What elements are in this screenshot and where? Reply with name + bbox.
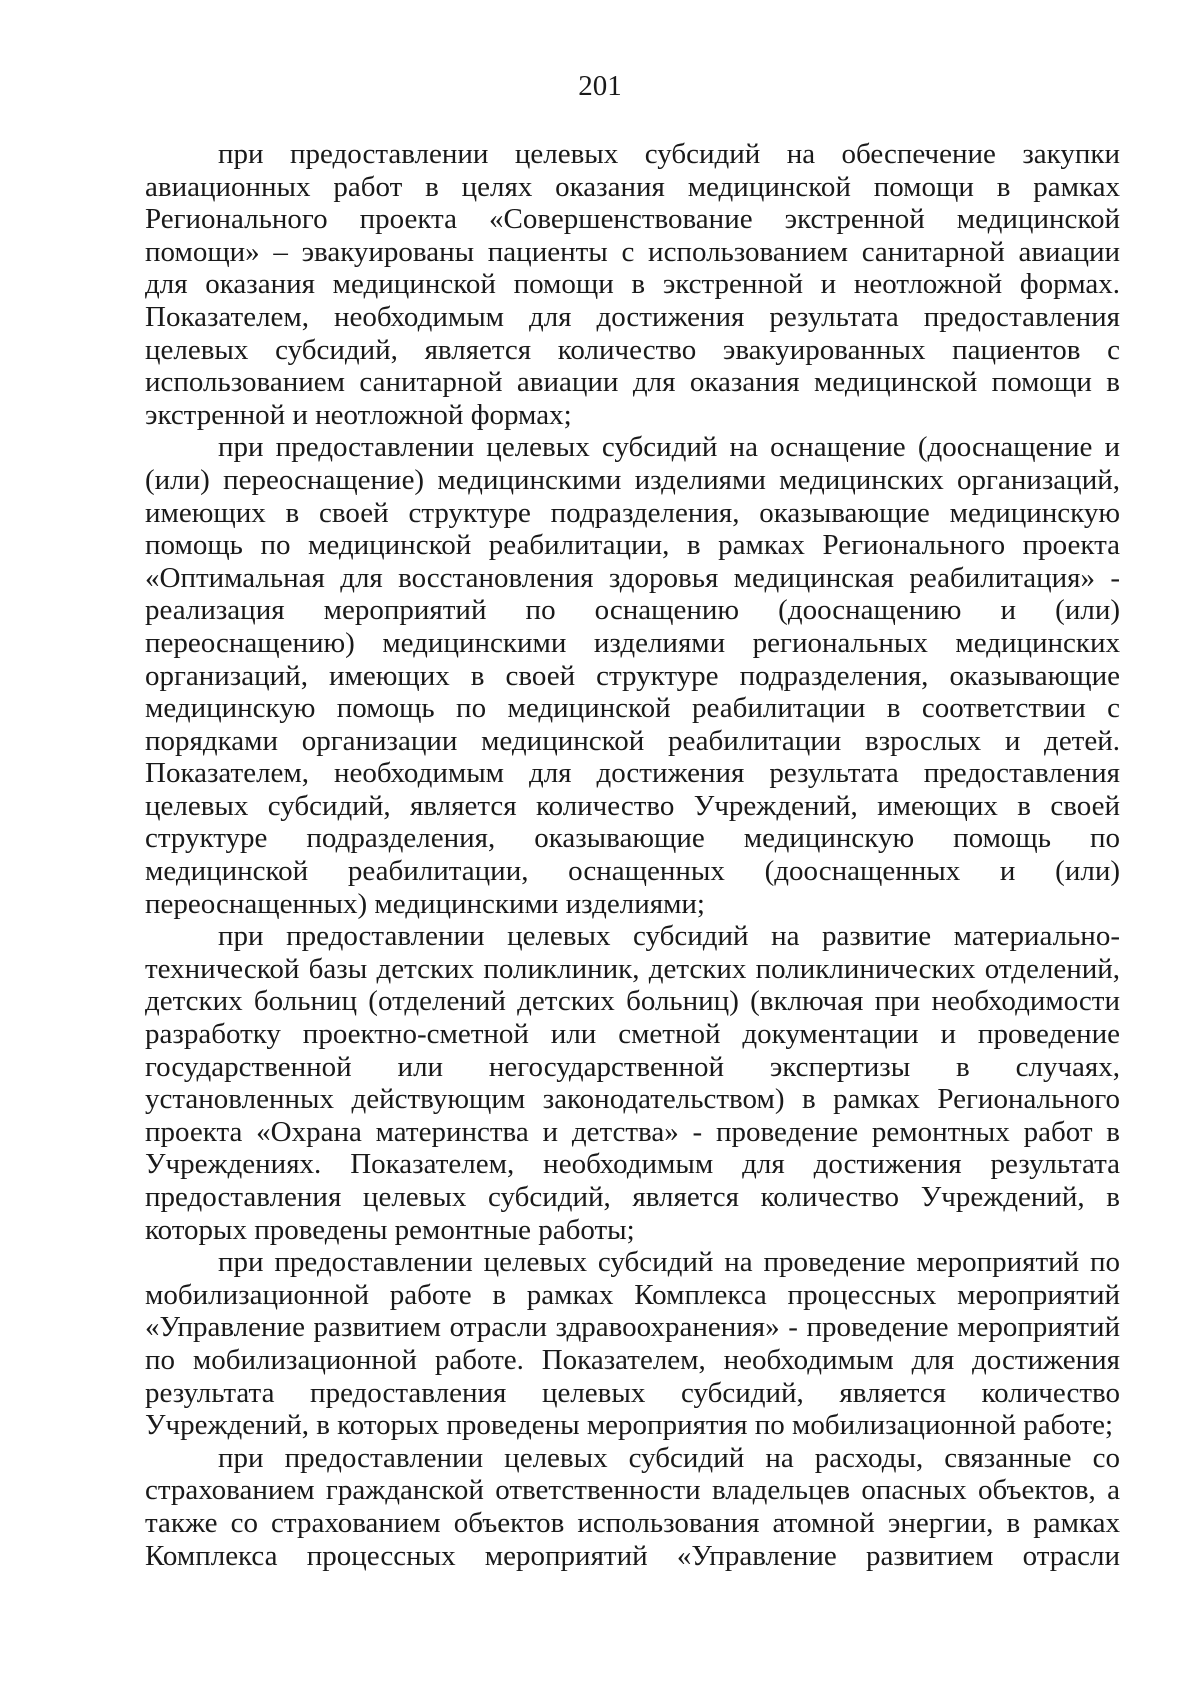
paragraph: при предоставлении целевых субсидий на расходы, связанные со страхованием гражданской ответственности владельцев опасных объектов, а также со страхованием объектов использования атомной энергии, в рамках Комплекса процессных мероприятий «Управление развитием отрасли [145,1441,1120,1572]
document-body [145,138,1120,1572]
paragraph: при предоставлении целевых субсидий на оснащение (дооснащение и (или) переоснащение) медицинскими изделиями медицинских организаций, имеющих в своей структуре подразделения, оказывающие медицинскую помощь по медицинской реабилитации, в рамках Регионального проекта «Оптимальная для восстановления здоровья медицинская реабилитация» - реализация мероприятий по оснащению (дооснащению и (или) переоснащению) медицинскими изделиями региональных медицинских организаций, имеющих в своей структуре подразделения, оказывающие медицинскую помощь по медицинской реабилитации в соответствии с порядками организации медицинской реабилитации взрослых и детей. Показателем, необходимым для достижения результата предоставления целевых субсидий, является количество Учреждений, имеющих в своей структуре подразделения, оказывающие медицинскую помощь по медицинской реабилитации, оснащенных (дооснащенных и (или) переоснащенных) медицинскими изделиями; [145,431,1120,920]
paragraph: при предоставлении целевых субсидий на проведение мероприятий по мобилизационной работе в рамках Комплекса процессных мероприятий «Управление развитием отрасли здравоохранения» - проведение мероприятий по мобилизационной работе. Показателем, необходимым для достижения результата предоставления целевых субсидий, является количество Учреждений, в которых проведены мероприятия по мобилизационной работе; [145,1246,1120,1442]
paragraph: при предоставлении целевых субсидий на обеспечение закупки авиационных работ в целях оказания медицинской помощи в рамках Регионального проекта «Совершенствование экстренной медицинской помощи» – эвакуированы пациенты с использованием санитарной авиации для оказания медицинской помощи в экстренной и неотложной формах. Показателем, необходимым для достижения результата предоставления целевых субсидий, является количество эвакуированных пациентов с использованием санитарной авиации для оказания медицинской помощи в экстренной и неотложной формах; [145,138,1120,431]
page-number: 201 [578,70,622,102]
paragraph: при предоставлении целевых субсидий на развитие материально-технической базы детских поликлиник, детских поликлинических отделений, детских больниц (отделений детских больниц) (включая при необходимости разработку проектно-сметной или сметной документации и проведение государственной или негосударственной экспертизы в случаях, установленных действующим законодательством) в рамках Регионального проекта «Охрана материнства и детства» - проведение ремонтных работ в Учреждениях. Показателем, необходимым для достижения результата предоставления целевых субсидий, является количество Учреждений, в которых проведены ремонтные работы; [145,920,1120,1246]
